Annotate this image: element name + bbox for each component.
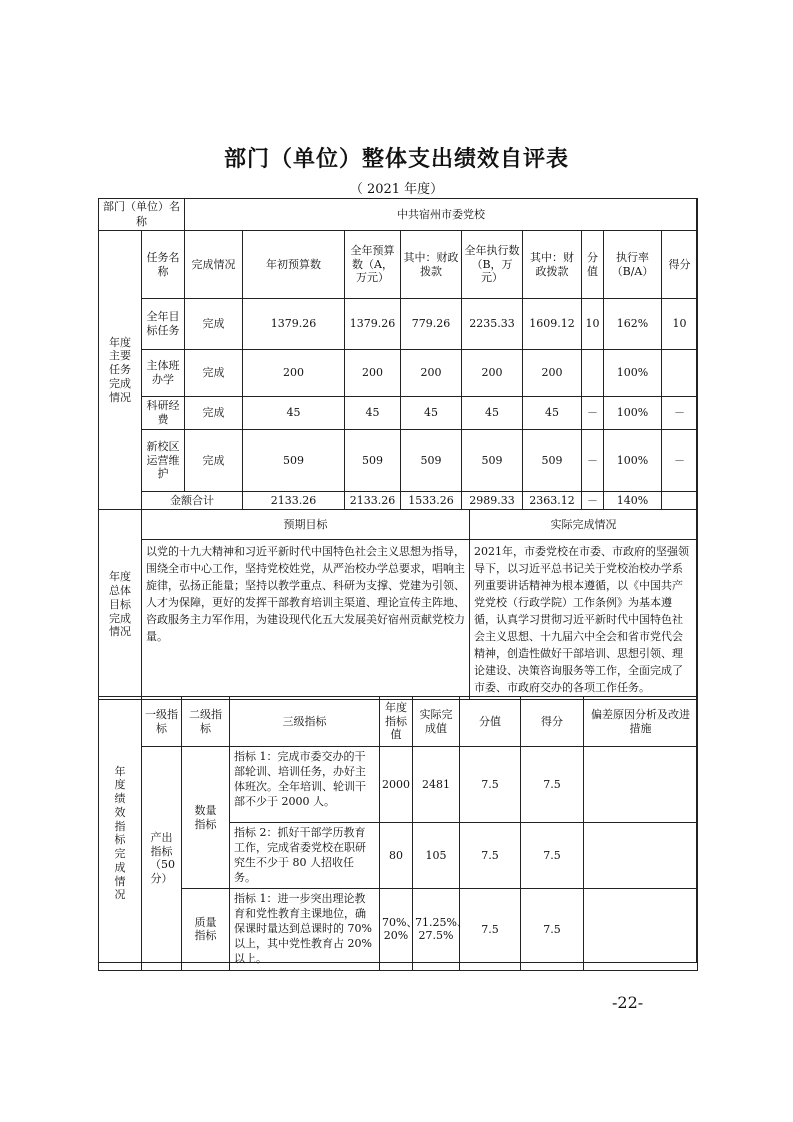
cell: 1533.26 [401, 492, 462, 510]
indicator-text: 指标 2：抓好干部学历教育工作，完成省委党校在职研究生不少于 80 人招收任务。 [230, 823, 380, 889]
page-title: 部门（单位）整体支出绩效自评表 [223, 147, 569, 172]
cell: 完成 [185, 350, 243, 397]
col-header: 任务名称 [142, 231, 185, 299]
page-number: -22- [612, 993, 644, 1012]
cell: 2000 [380, 747, 413, 823]
cell: 140% [604, 492, 662, 510]
col-header: 二级指标 [182, 697, 230, 747]
cell: 2133.26 [243, 492, 345, 510]
col-header: 得分 [662, 231, 698, 299]
expected-header: 预期目标 [142, 510, 470, 540]
section2-label: 年度总体目标完成情况 [99, 510, 142, 700]
cell: 1379.26 [345, 299, 401, 350]
cell: 105 [413, 823, 460, 889]
dept-label: 部门（单位）名称 [99, 199, 185, 231]
cell: 70%、20% [380, 889, 413, 970]
col-header: 偏差原因分析及改进措施 [584, 697, 698, 747]
col-header: 三级指标 [230, 697, 380, 747]
actual-text: 2021年，市委党校在市委、市政府的坚强领导下，以习近平总书记关于党校治校办学系列重要讲话精神为根本遵循，以《中国共产党党校（行政学院）工作条例》为基本遵循，认真学习贯彻习近平新时代中国特色社会主义思想、十九届六中全会和省市党代会精神，创造性做好干部培训、思想引领、理论建设、决策咨询服务等工作，全面完成了市委、市政府交办的各项工作任务。 [470, 540, 698, 700]
cell: 200 [243, 350, 345, 397]
cell: 71.25%、27.5% [413, 889, 460, 970]
report-year: （ 2021 年度） [349, 182, 444, 197]
cell: 45 [345, 397, 401, 430]
level2-quantity: 数量指标 [182, 747, 230, 889]
section3-label: 年度绩效指标完成情况 [99, 697, 142, 971]
col-header: 得分 [521, 697, 584, 747]
cell: 主体班办学 [142, 350, 185, 397]
indicator-text: 指标 1：进一步突出理论教育和党性教育主课地位，确保课时量达到总课时的 70%以上，其中党性教育占 20%以上。 [230, 889, 380, 970]
actual-header: 实际完成情况 [470, 510, 698, 540]
cell: 200 [345, 350, 401, 397]
col-header: 实际完成值 [413, 697, 460, 747]
cell: 509 [401, 430, 462, 492]
col-header: 年初预算数 [243, 231, 345, 299]
cell: 10 [582, 299, 604, 350]
col-header: 年度指标值 [380, 697, 413, 747]
indicator-text: 指标 1：完成市委交办的干部轮训、培训任务，办好主体班次。全年培训、轮训干部不少于 2000 人。 [230, 747, 380, 823]
col-header: 其中：财政拨款 [523, 231, 582, 299]
col-header: 完成情况 [185, 231, 243, 299]
cell: 45 [462, 397, 523, 430]
col-header: 分值 [582, 231, 604, 299]
section1-label: 年度主要任务完成情况 [99, 231, 142, 510]
col-header: 全年执行数（B，万元） [462, 231, 523, 299]
cell: 科研经费 [142, 397, 185, 430]
cell: － [662, 430, 698, 492]
cell: 509 [523, 430, 582, 492]
cell: － [582, 430, 604, 492]
col-header: 执行率（B/A） [604, 231, 662, 299]
cell: 7.5 [460, 747, 521, 823]
level2-quality: 质量指标 [182, 889, 230, 970]
cell: 1379.26 [243, 299, 345, 350]
cell: 509 [462, 430, 523, 492]
cell: 完成 [185, 397, 243, 430]
expected-text: 以党的十九大精神和习近平新时代中国特色社会主义思想为指导，围绕全市中心工作，坚持党校姓党，从严治校办学总要求，唱响主旋律，弘扬正能量；坚持以教学重点、科研为支撑、党建为引领、人才为保障，更好的发挥干部教育培训主渠道、理论宣传主阵地、咨政服务主力军作用，为建设现代化五大发展美好宿州贡献党校力量。 [142, 540, 470, 700]
cell: 2133.26 [345, 492, 401, 510]
cell: 7.5 [460, 823, 521, 889]
dept-value: 中共宿州市委党校 [185, 199, 698, 231]
cell: 7.5 [521, 823, 584, 889]
cell: － [662, 397, 698, 430]
cell: 509 [243, 430, 345, 492]
cell: 2235.33 [462, 299, 523, 350]
cell: 10 [662, 299, 698, 350]
cell: 完成 [185, 299, 243, 350]
cell: 1609.12 [523, 299, 582, 350]
cell: 2481 [413, 747, 460, 823]
cell: 45 [523, 397, 582, 430]
cell: 100% [604, 430, 662, 492]
cell: 全年目标任务 [142, 299, 185, 350]
cell: 100% [604, 397, 662, 430]
cell: 新校区运营维护 [142, 430, 185, 492]
col-header: 其中：财政拨款 [401, 231, 462, 299]
col-header: 一级指标 [142, 697, 182, 747]
cell: 162% [604, 299, 662, 350]
cell: 2989.33 [462, 492, 523, 510]
col-header: 全年预算数（A，万元） [345, 231, 401, 299]
total-label: 金额合计 [142, 492, 243, 510]
cell: 200 [462, 350, 523, 397]
cell: 完成 [185, 430, 243, 492]
cell: 100% [604, 350, 662, 397]
level1-label: 产出指标（50分） [142, 747, 182, 971]
cell: 200 [401, 350, 462, 397]
cell: － [582, 397, 604, 430]
cell: 7.5 [521, 747, 584, 823]
cell: 45 [401, 397, 462, 430]
cell: 7.5 [521, 889, 584, 970]
table-border [98, 198, 697, 963]
cell: 80 [380, 823, 413, 889]
cell: 509 [345, 430, 401, 492]
cell: － [582, 492, 604, 510]
cell: 45 [243, 397, 345, 430]
col-header: 分值 [460, 697, 521, 747]
cell: 779.26 [401, 299, 462, 350]
cell: 7.5 [460, 889, 521, 970]
cell: 200 [523, 350, 582, 397]
cell: 2363.12 [523, 492, 582, 510]
